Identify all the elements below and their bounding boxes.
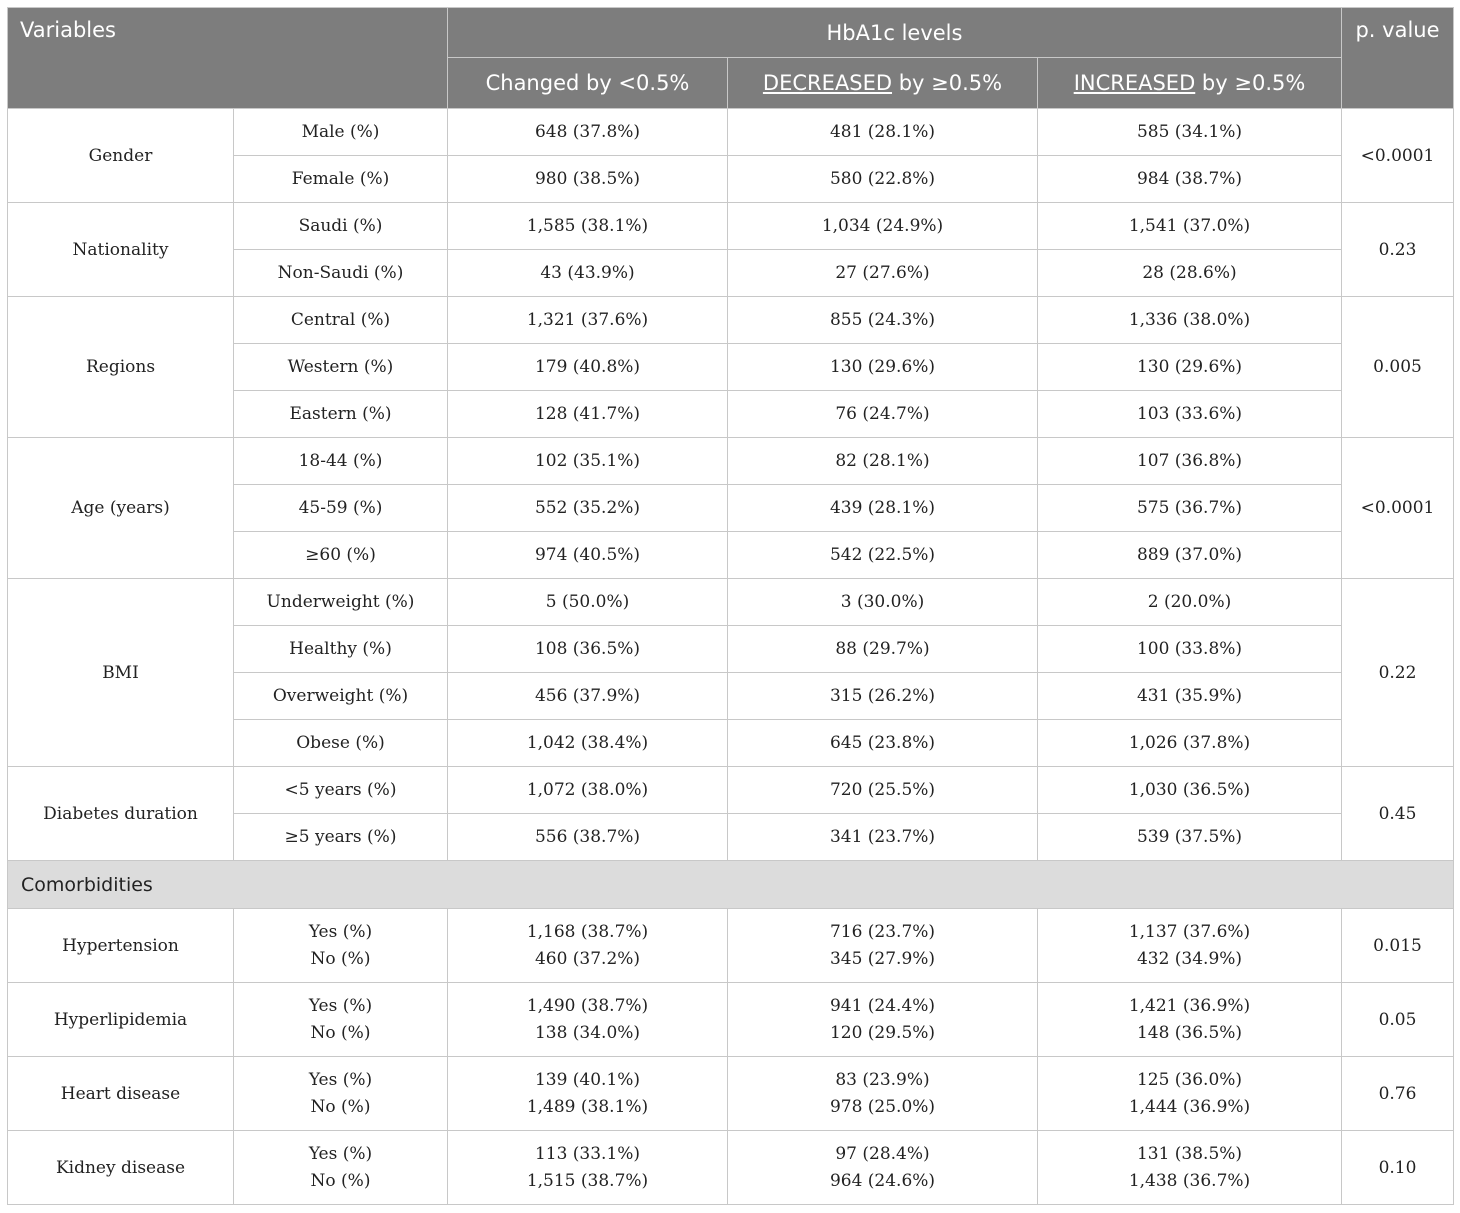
value-increased-pair bbox=[1038, 1057, 1342, 1131]
row-label-no: No (%) bbox=[310, 1022, 371, 1043]
value-increased-yes: 1,421 (36.9%) bbox=[1128, 995, 1251, 1016]
value-decreased-pair bbox=[728, 983, 1038, 1057]
group-label: Gender bbox=[8, 109, 234, 203]
value-changed: 179 (40.8%) bbox=[448, 344, 728, 391]
value-decreased: 88 (29.7%) bbox=[728, 626, 1038, 673]
row-label-pair bbox=[234, 909, 448, 983]
value-decreased: 855 (24.3%) bbox=[728, 297, 1038, 344]
value-decreased-yes: 83 (23.9%) bbox=[835, 1069, 930, 1090]
value-changed: 108 (36.5%) bbox=[448, 626, 728, 673]
value-changed: 556 (38.7%) bbox=[448, 814, 728, 861]
row-label: 45-59 (%) bbox=[234, 485, 448, 532]
value-increased: 575 (36.7%) bbox=[1038, 485, 1342, 532]
value-decreased: 130 (29.6%) bbox=[728, 344, 1038, 391]
value-changed: 552 (35.2%) bbox=[448, 485, 728, 532]
value-increased: 1,026 (37.8%) bbox=[1038, 720, 1342, 767]
value-changed-yes: 139 (40.1%) bbox=[534, 1069, 641, 1090]
row-label: <5 years (%) bbox=[234, 767, 448, 814]
value-decreased-yes: 941 (24.4%) bbox=[829, 995, 936, 1016]
row-label: Non-Saudi (%) bbox=[234, 250, 448, 297]
value-changed: 1,042 (38.4%) bbox=[448, 720, 728, 767]
p-value: <0.0001 bbox=[1342, 109, 1454, 203]
value-increased: 107 (36.8%) bbox=[1038, 438, 1342, 485]
value-changed: 648 (37.8%) bbox=[448, 109, 728, 156]
value-increased: 103 (33.6%) bbox=[1038, 391, 1342, 438]
value-decreased: 542 (22.5%) bbox=[728, 532, 1038, 579]
row-label: Eastern (%) bbox=[234, 391, 448, 438]
header-decreased-rest: by ≥0.5% bbox=[892, 71, 1003, 95]
value-changed-no: 1,515 (38.7%) bbox=[526, 1170, 649, 1191]
row-label: Obese (%) bbox=[234, 720, 448, 767]
p-value: 0.45 bbox=[1342, 767, 1454, 861]
value-changed: 1,321 (37.6%) bbox=[448, 297, 728, 344]
value-changed-pair bbox=[448, 909, 728, 983]
value-decreased-no: 978 (25.0%) bbox=[829, 1096, 936, 1117]
row-label-no: No (%) bbox=[310, 1096, 371, 1117]
value-changed: 128 (41.7%) bbox=[448, 391, 728, 438]
value-changed-no: 1,489 (38.1%) bbox=[526, 1096, 649, 1117]
header-p-value: p. value bbox=[1342, 8, 1454, 109]
row-label-no: No (%) bbox=[310, 948, 371, 969]
group-label: Age (years) bbox=[8, 438, 234, 579]
value-increased-yes: 125 (36.0%) bbox=[1136, 1069, 1243, 1090]
header-increased-rest: by ≥0.5% bbox=[1195, 71, 1306, 95]
table-row bbox=[8, 297, 1454, 344]
value-changed: 1,072 (38.0%) bbox=[448, 767, 728, 814]
value-increased-pair bbox=[1038, 1131, 1342, 1205]
row-label: Saudi (%) bbox=[234, 203, 448, 250]
value-increased-no: 432 (34.9%) bbox=[1136, 948, 1243, 969]
value-decreased-no: 345 (27.9%) bbox=[829, 948, 936, 969]
value-changed: 456 (37.9%) bbox=[448, 673, 728, 720]
row-label-pair bbox=[234, 1057, 448, 1131]
row-label: Central (%) bbox=[234, 297, 448, 344]
value-decreased: 720 (25.5%) bbox=[728, 767, 1038, 814]
value-increased: 1,336 (38.0%) bbox=[1038, 297, 1342, 344]
section-row bbox=[8, 861, 1454, 909]
table-body bbox=[8, 109, 1454, 1205]
table-row bbox=[8, 109, 1454, 156]
p-value: 0.015 bbox=[1342, 909, 1454, 983]
value-decreased-no: 964 (24.6%) bbox=[829, 1170, 936, 1191]
header-hba1c-levels: HbA1c levels bbox=[448, 8, 1342, 58]
row-label-yes: Yes (%) bbox=[308, 995, 373, 1016]
value-decreased: 76 (24.7%) bbox=[728, 391, 1038, 438]
value-changed-no: 460 (37.2%) bbox=[534, 948, 641, 969]
comorbidity-label: Hyperlipidemia bbox=[8, 983, 234, 1057]
row-label: ≥5 years (%) bbox=[234, 814, 448, 861]
value-decreased: 315 (26.2%) bbox=[728, 673, 1038, 720]
value-decreased-yes: 716 (23.7%) bbox=[829, 921, 936, 942]
row-label-yes: Yes (%) bbox=[308, 1069, 373, 1090]
value-changed: 43 (43.9%) bbox=[448, 250, 728, 297]
value-decreased: 341 (23.7%) bbox=[728, 814, 1038, 861]
value-changed: 974 (40.5%) bbox=[448, 532, 728, 579]
value-decreased-no: 120 (29.5%) bbox=[829, 1022, 936, 1043]
value-increased: 100 (33.8%) bbox=[1038, 626, 1342, 673]
value-decreased: 481 (28.1%) bbox=[728, 109, 1038, 156]
table-row bbox=[8, 909, 1454, 983]
value-changed-yes: 113 (33.1%) bbox=[534, 1143, 641, 1164]
value-changed-no: 138 (34.0%) bbox=[534, 1022, 641, 1043]
header-increased bbox=[1038, 58, 1342, 109]
row-label-pair bbox=[234, 1131, 448, 1205]
value-increased: 1,541 (37.0%) bbox=[1038, 203, 1342, 250]
header-decreased-word: DECREASED bbox=[762, 71, 893, 95]
p-value: 0.23 bbox=[1342, 203, 1454, 297]
value-changed: 5 (50.0%) bbox=[448, 579, 728, 626]
value-decreased: 439 (28.1%) bbox=[728, 485, 1038, 532]
table-row bbox=[8, 1057, 1454, 1131]
value-changed-yes: 1,490 (38.7%) bbox=[526, 995, 649, 1016]
header-changed: Changed by <0.5% bbox=[448, 58, 728, 109]
p-value: 0.05 bbox=[1342, 983, 1454, 1057]
comorbidity-label: Hypertension bbox=[8, 909, 234, 983]
value-increased: 585 (34.1%) bbox=[1038, 109, 1342, 156]
row-label-no: No (%) bbox=[310, 1170, 371, 1191]
table-row bbox=[8, 203, 1454, 250]
header-variables: Variables bbox=[8, 8, 448, 109]
value-decreased: 645 (23.8%) bbox=[728, 720, 1038, 767]
value-decreased: 82 (28.1%) bbox=[728, 438, 1038, 485]
value-increased: 539 (37.5%) bbox=[1038, 814, 1342, 861]
row-label: Healthy (%) bbox=[234, 626, 448, 673]
comorbidities-title: Comorbidities bbox=[8, 861, 1454, 909]
value-increased: 984 (38.7%) bbox=[1038, 156, 1342, 203]
value-changed-pair bbox=[448, 983, 728, 1057]
table-header bbox=[8, 8, 1454, 109]
row-label-yes: Yes (%) bbox=[308, 921, 373, 942]
value-increased-no: 1,444 (36.9%) bbox=[1128, 1096, 1251, 1117]
p-value: 0.005 bbox=[1342, 297, 1454, 438]
value-decreased-pair bbox=[728, 909, 1038, 983]
value-changed: 1,585 (38.1%) bbox=[448, 203, 728, 250]
p-value: <0.0001 bbox=[1342, 438, 1454, 579]
header-increased-word: INCREASED bbox=[1073, 71, 1196, 95]
value-increased: 28 (28.6%) bbox=[1038, 250, 1342, 297]
row-label: 18-44 (%) bbox=[234, 438, 448, 485]
group-label: Diabetes duration bbox=[8, 767, 234, 861]
table-row bbox=[8, 579, 1454, 626]
value-increased: 431 (35.9%) bbox=[1038, 673, 1342, 720]
value-increased-no: 1,438 (36.7%) bbox=[1128, 1170, 1251, 1191]
row-label: Female (%) bbox=[234, 156, 448, 203]
row-label: ≥60 (%) bbox=[234, 532, 448, 579]
value-increased-yes: 131 (38.5%) bbox=[1136, 1143, 1243, 1164]
value-changed-pair bbox=[448, 1131, 728, 1205]
row-label: Overweight (%) bbox=[234, 673, 448, 720]
comorbidity-label: Kidney disease bbox=[8, 1131, 234, 1205]
table-row bbox=[8, 1131, 1454, 1205]
value-increased: 130 (29.6%) bbox=[1038, 344, 1342, 391]
value-decreased-yes: 97 (28.4%) bbox=[835, 1143, 930, 1164]
header-decreased bbox=[728, 58, 1038, 109]
row-label: Western (%) bbox=[234, 344, 448, 391]
value-decreased: 1,034 (24.9%) bbox=[728, 203, 1038, 250]
row-label-yes: Yes (%) bbox=[308, 1143, 373, 1164]
row-label: Male (%) bbox=[234, 109, 448, 156]
value-decreased: 580 (22.8%) bbox=[728, 156, 1038, 203]
group-label: Nationality bbox=[8, 203, 234, 297]
value-increased-no: 148 (36.5%) bbox=[1136, 1022, 1243, 1043]
table-row bbox=[8, 767, 1454, 814]
value-increased-pair bbox=[1038, 909, 1342, 983]
value-decreased: 3 (30.0%) bbox=[728, 579, 1038, 626]
table-row bbox=[8, 983, 1454, 1057]
value-decreased-pair bbox=[728, 1131, 1038, 1205]
value-increased: 889 (37.0%) bbox=[1038, 532, 1342, 579]
value-increased-pair bbox=[1038, 983, 1342, 1057]
value-decreased: 27 (27.6%) bbox=[728, 250, 1038, 297]
hba1c-table bbox=[7, 7, 1454, 1205]
value-increased: 1,030 (36.5%) bbox=[1038, 767, 1342, 814]
value-decreased-pair bbox=[728, 1057, 1038, 1131]
row-label-pair bbox=[234, 983, 448, 1057]
value-increased-yes: 1,137 (37.6%) bbox=[1128, 921, 1251, 942]
comorbidity-label: Heart disease bbox=[8, 1057, 234, 1131]
p-value: 0.76 bbox=[1342, 1057, 1454, 1131]
value-changed: 102 (35.1%) bbox=[448, 438, 728, 485]
group-label: Regions bbox=[8, 297, 234, 438]
p-value: 0.22 bbox=[1342, 579, 1454, 767]
value-changed: 980 (38.5%) bbox=[448, 156, 728, 203]
p-value: 0.10 bbox=[1342, 1131, 1454, 1205]
row-label: Underweight (%) bbox=[234, 579, 448, 626]
group-label: BMI bbox=[8, 579, 234, 767]
table-row bbox=[8, 438, 1454, 485]
value-changed-pair bbox=[448, 1057, 728, 1131]
value-increased: 2 (20.0%) bbox=[1038, 579, 1342, 626]
value-changed-yes: 1,168 (38.7%) bbox=[526, 921, 649, 942]
